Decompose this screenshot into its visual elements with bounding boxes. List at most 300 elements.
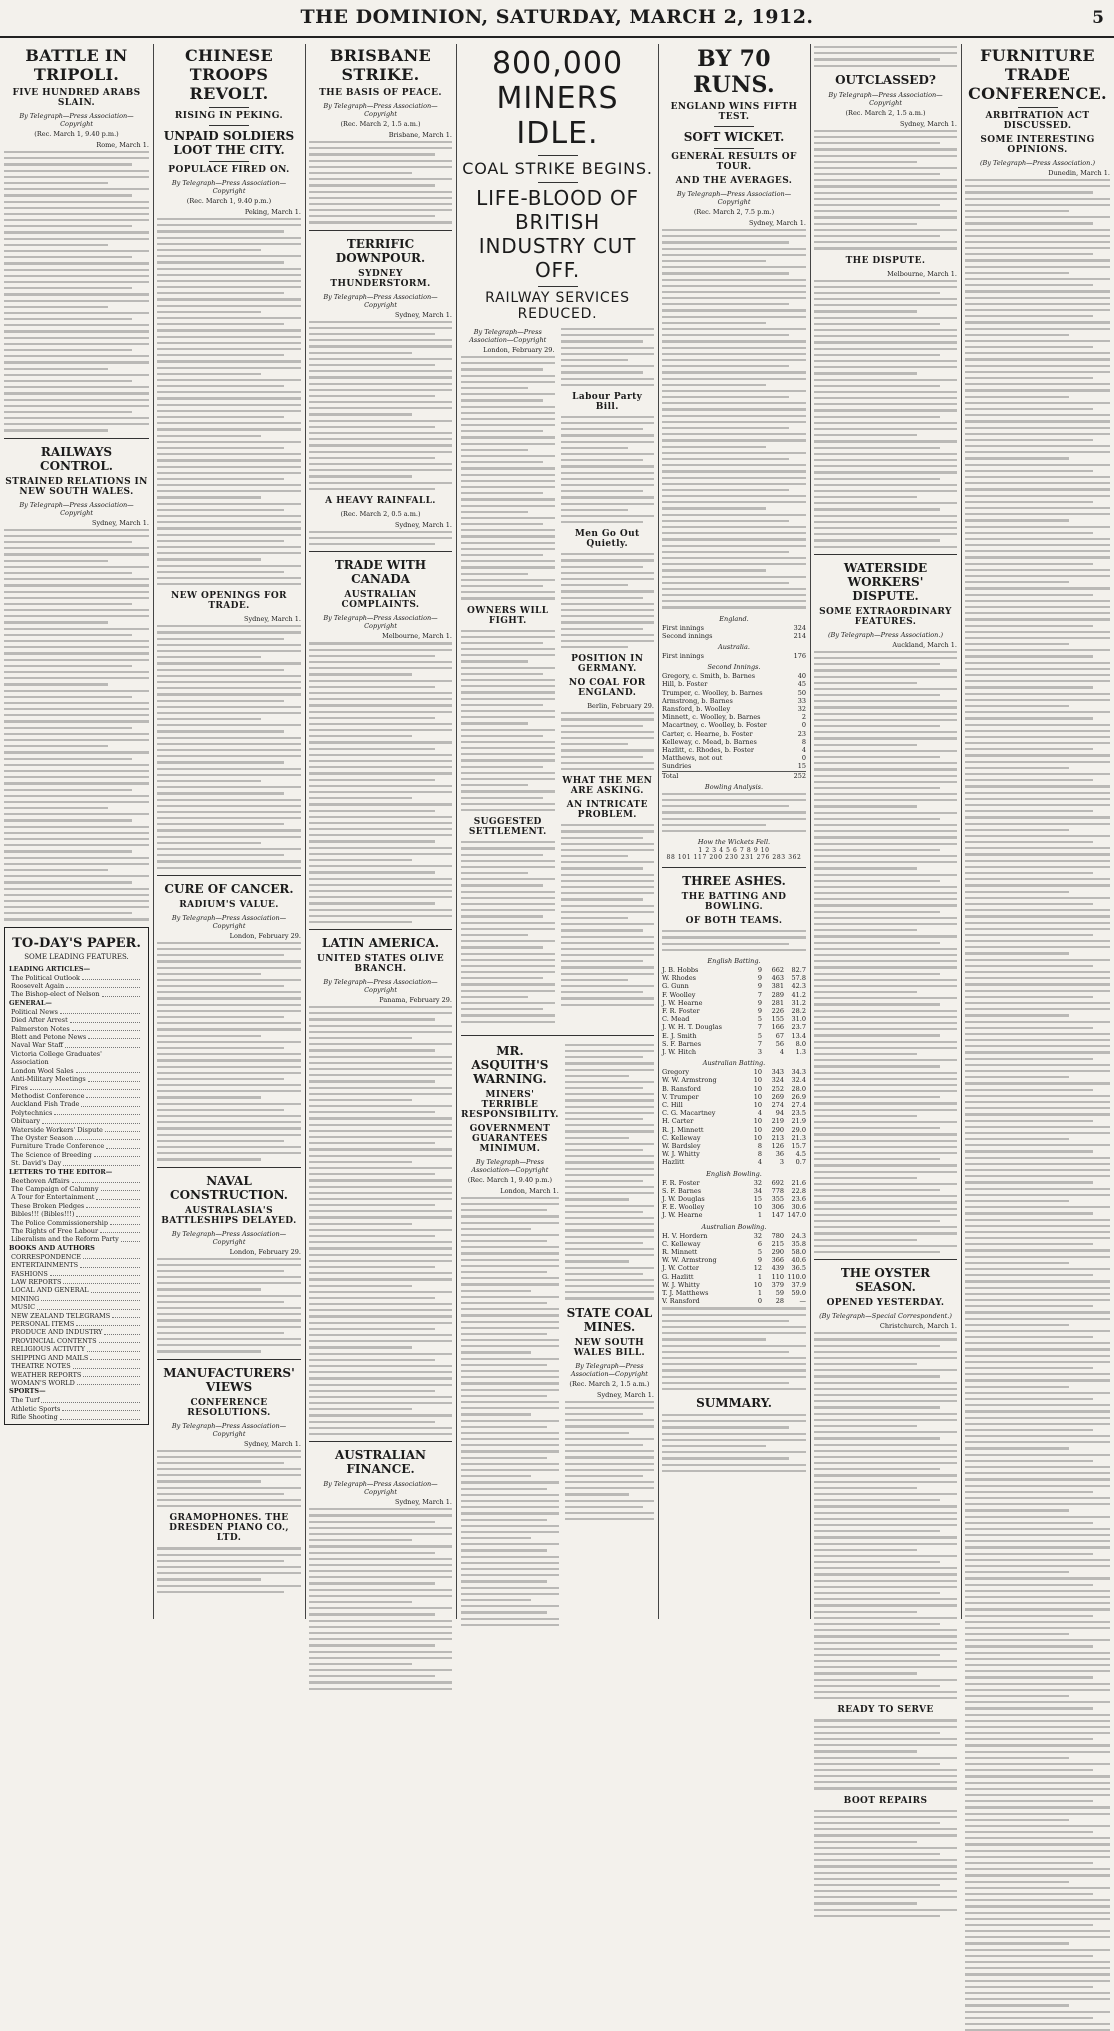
text-line xyxy=(309,345,452,347)
text-line xyxy=(965,1837,1110,1839)
text-line xyxy=(814,1738,957,1740)
text-line xyxy=(662,1445,766,1447)
text-line xyxy=(309,221,452,223)
text-line xyxy=(814,241,957,243)
text-line xyxy=(157,441,301,443)
toc-item xyxy=(7,1008,146,1016)
cell-avg: 21.9 xyxy=(791,1117,806,1126)
text-line xyxy=(157,416,284,418)
text-line xyxy=(565,1168,654,1170)
text-line xyxy=(565,1273,643,1275)
text-line xyxy=(814,1369,957,1371)
text-line xyxy=(965,408,1093,410)
text-line xyxy=(309,785,452,787)
text-line xyxy=(309,1607,452,1609)
text-line xyxy=(561,867,643,869)
article-subhead: GOVERNMENT GUARANTEES MINIMUM. xyxy=(469,1123,551,1154)
text-line xyxy=(965,222,1093,224)
text-line xyxy=(309,469,452,471)
toc-item xyxy=(7,1362,146,1370)
text-line xyxy=(662,514,806,516)
toc-item xyxy=(7,1210,146,1218)
byline: By Telegraph—Press Association—Copyright xyxy=(323,292,438,309)
dateline: (Rec. March 1, 9.40 p.m.) xyxy=(34,130,119,138)
text-line xyxy=(4,727,132,729)
text-line xyxy=(309,915,452,917)
english-bowling-table xyxy=(662,1179,806,1220)
text-line xyxy=(965,1367,1093,1369)
cell-r: 366 xyxy=(771,1256,784,1265)
text-line xyxy=(814,1406,940,1408)
toc-item xyxy=(7,1219,146,1227)
text-line xyxy=(157,1084,301,1086)
text-line xyxy=(4,832,149,834)
toc-item-label: WEATHER REPORTS xyxy=(11,1370,82,1379)
toc-item xyxy=(7,974,146,982)
placeline: London, March 1. xyxy=(500,1186,559,1195)
text-line xyxy=(662,1439,806,1441)
article-headline: THE OYSTER SEASON. xyxy=(840,1266,931,1295)
text-line xyxy=(965,748,1093,750)
cell-avg: 21.6 xyxy=(791,1178,806,1187)
text-line xyxy=(157,997,301,999)
text-line xyxy=(965,1163,1110,1165)
text-line xyxy=(814,1034,940,1036)
cell-avg: 42.3 xyxy=(791,982,806,991)
text-line xyxy=(662,1464,806,1466)
text-line xyxy=(309,531,452,533)
text-line xyxy=(565,1075,629,1077)
cell-inns: 7 xyxy=(757,1039,762,1048)
text-line xyxy=(309,1173,435,1175)
text-line xyxy=(814,874,957,876)
byline: By Telegraph—Press Association—Copyright xyxy=(171,1229,287,1246)
cell-avg: 27.4 xyxy=(791,1100,806,1109)
cell-inns: 9 xyxy=(757,1006,762,1015)
text-line xyxy=(4,720,149,722)
text-line xyxy=(461,1488,547,1490)
text-line xyxy=(309,209,452,211)
text-line xyxy=(561,515,655,517)
text-line xyxy=(814,719,957,721)
text-line xyxy=(662,1320,789,1322)
text-line xyxy=(461,1611,547,1613)
cell-r: 780 xyxy=(771,1231,784,1240)
text-line xyxy=(814,1685,940,1687)
text-line xyxy=(965,1553,1093,1555)
text-line xyxy=(965,977,1110,979)
text-line xyxy=(662,353,806,355)
text-line xyxy=(461,1283,559,1285)
text-line xyxy=(965,1027,1093,1029)
text-line xyxy=(965,1212,1093,1214)
page-number: 5 xyxy=(1092,8,1104,28)
text-line xyxy=(309,673,412,675)
text-line xyxy=(965,1058,1093,1060)
text-line xyxy=(309,376,452,378)
text-line xyxy=(814,148,957,150)
text-line xyxy=(309,803,452,805)
text-line xyxy=(4,869,108,871)
cell-inns: 9 xyxy=(757,965,762,974)
text-line xyxy=(157,942,301,944)
text-line xyxy=(965,501,1093,503)
text-line xyxy=(565,1432,629,1434)
text-line xyxy=(814,1394,957,1396)
text-line xyxy=(157,805,301,807)
cell-w: 10 xyxy=(753,1280,762,1289)
text-line xyxy=(4,826,149,828)
text-line xyxy=(662,433,806,435)
text-line xyxy=(565,1456,654,1458)
text-line xyxy=(814,1096,940,1098)
text-line xyxy=(309,1558,452,1560)
text-line xyxy=(309,1204,435,1206)
text-line xyxy=(157,712,301,714)
text-line xyxy=(814,354,940,356)
text-line xyxy=(309,1148,452,1150)
text-line xyxy=(157,848,301,850)
text-line xyxy=(814,1505,957,1507)
text-line xyxy=(814,1865,957,1867)
text-line xyxy=(662,229,806,231)
text-line xyxy=(561,566,643,568)
text-line xyxy=(662,811,806,813)
text-line xyxy=(565,1438,654,1440)
table-row xyxy=(662,1093,806,1101)
toc-leader xyxy=(30,1084,140,1090)
text-line xyxy=(965,1540,1110,1542)
text-line xyxy=(157,644,301,646)
text-line xyxy=(157,329,301,331)
cell-avg: 31.0 xyxy=(791,1015,806,1024)
text-line xyxy=(4,690,149,692)
text-line xyxy=(965,915,1110,917)
text-line xyxy=(814,216,957,218)
text-line xyxy=(461,529,555,531)
text-line xyxy=(814,948,957,950)
text-line xyxy=(565,1475,643,1477)
text-line xyxy=(157,540,284,542)
cell-avg: 58.0 xyxy=(791,1248,806,1257)
text-line xyxy=(814,1828,957,1830)
toc-leader xyxy=(60,1413,140,1419)
text-line xyxy=(461,1308,559,1310)
text-line xyxy=(157,1338,301,1340)
text-line xyxy=(561,929,643,931)
divider xyxy=(309,230,452,231)
text-line xyxy=(157,447,284,449)
text-line xyxy=(309,1408,412,1410)
cell-name: C. Kelleway xyxy=(662,1133,701,1142)
text-line xyxy=(309,1210,452,1212)
total-row xyxy=(662,771,806,780)
text-line xyxy=(965,470,1093,472)
article-subhead: NEW SOUTH WALES BILL. xyxy=(573,1337,646,1358)
article-headline: OUTCLASSED? xyxy=(835,72,936,87)
text-line xyxy=(814,527,957,529)
text-line xyxy=(461,1259,559,1261)
text-line xyxy=(309,370,452,372)
table-row xyxy=(662,1232,806,1240)
text-line xyxy=(157,854,284,856)
divider xyxy=(662,867,806,868)
text-line xyxy=(662,1382,789,1384)
text-line xyxy=(662,452,806,454)
text-line xyxy=(309,1346,412,1348)
toc-item-label: ENTERTAINMENTS xyxy=(11,1261,79,1270)
cell-w: 0 xyxy=(757,1297,762,1306)
text-line xyxy=(461,1389,559,1391)
text-line xyxy=(814,1041,957,1043)
byline: By Telegraph—Press Association—Copyright xyxy=(171,1421,287,1438)
table-row xyxy=(662,1076,806,1084)
text-line xyxy=(814,917,957,919)
cell-w: 34 xyxy=(753,1186,762,1195)
text-line xyxy=(157,1313,301,1315)
cell-runs: 36 xyxy=(775,1150,784,1159)
text-line xyxy=(561,553,655,555)
text-line xyxy=(814,1530,940,1532)
cell-runs: 4 xyxy=(779,1047,784,1056)
toc-leader xyxy=(63,1278,140,1284)
text-line xyxy=(814,1059,957,1061)
text-line xyxy=(461,915,543,917)
text-line xyxy=(4,603,132,605)
text-line xyxy=(309,1087,452,1089)
toc-item xyxy=(7,1227,146,1235)
text-line xyxy=(4,609,149,611)
text-line xyxy=(309,902,435,904)
text-line xyxy=(965,420,1110,422)
text-line xyxy=(965,1955,1093,1957)
text-line xyxy=(965,216,1110,218)
text-line xyxy=(309,1644,435,1646)
text-line xyxy=(4,256,132,258)
text-line xyxy=(814,855,957,857)
text-line xyxy=(157,1134,301,1136)
text-line xyxy=(814,706,957,708)
text-line xyxy=(309,680,452,682)
text-line xyxy=(565,1149,643,1151)
cell-inns: 10 xyxy=(753,1117,762,1126)
text-line xyxy=(461,772,555,774)
text-line xyxy=(157,718,261,720)
text-line xyxy=(814,1208,957,1210)
text-line xyxy=(309,896,452,898)
article-subhead: Men Go Out Quietly. xyxy=(574,529,640,550)
text-line xyxy=(965,259,1110,261)
text-line xyxy=(461,1413,531,1415)
toc-leader xyxy=(110,1219,140,1225)
text-line xyxy=(814,1555,957,1557)
text-line xyxy=(814,179,957,181)
text-line xyxy=(662,303,789,305)
text-line xyxy=(965,532,1093,534)
toc-item-label: MINING xyxy=(11,1294,40,1303)
toc-item xyxy=(7,1126,146,1134)
text-line xyxy=(662,316,806,318)
cell-runs: 4 xyxy=(801,746,806,755)
text-line xyxy=(4,770,149,772)
text-line xyxy=(4,374,149,376)
text-line xyxy=(814,1660,957,1662)
cell-name: V. Trumper xyxy=(662,1092,699,1101)
text-line xyxy=(965,891,1069,893)
dateline: (Rec. March 1, 9.40 p.m.) xyxy=(186,197,272,205)
text-line xyxy=(965,371,1110,373)
text-line xyxy=(814,1732,940,1734)
cell-r: 28 xyxy=(775,1297,784,1306)
text-line xyxy=(561,459,643,461)
text-line xyxy=(814,973,940,975)
text-line xyxy=(565,1143,654,1145)
article-headline: RAILWAYS CONTROL. xyxy=(40,444,113,473)
text-line xyxy=(157,792,284,794)
text-line xyxy=(965,1404,1110,1406)
text-line xyxy=(309,1564,452,1566)
text-line xyxy=(309,215,435,217)
text-line xyxy=(965,2004,1069,2006)
cell-r: 692 xyxy=(771,1178,784,1187)
text-line xyxy=(565,1500,654,1502)
text-line xyxy=(965,1683,1110,1685)
text-line xyxy=(4,857,149,859)
text-line xyxy=(965,847,1110,849)
text-line xyxy=(965,1132,1110,1134)
divider xyxy=(209,161,249,162)
text-line xyxy=(157,298,301,300)
toc-item-label: Bibles!!! (Bibles!!!) xyxy=(11,1210,75,1219)
text-line xyxy=(561,490,643,492)
text-line xyxy=(461,1574,559,1576)
divider xyxy=(1018,107,1058,108)
text-line xyxy=(814,651,957,653)
body-text xyxy=(309,642,452,923)
toc-item-label: Fires xyxy=(11,1083,28,1092)
text-line xyxy=(309,463,452,465)
cell-runs: 226 xyxy=(771,1006,784,1015)
text-line xyxy=(309,760,452,762)
table-row xyxy=(662,1048,806,1056)
text-line xyxy=(309,1303,452,1305)
body-text xyxy=(561,553,655,648)
text-line xyxy=(965,303,1110,305)
text-line xyxy=(561,966,655,968)
toc-item-label: FASHIONS xyxy=(11,1269,48,1278)
text-line xyxy=(461,654,555,656)
text-line xyxy=(461,1314,559,1316)
text-line xyxy=(461,872,528,874)
toc-item xyxy=(7,1159,146,1167)
text-line xyxy=(461,1444,559,1446)
text-line xyxy=(814,1629,957,1631)
text-line xyxy=(309,407,452,409)
text-line xyxy=(662,805,789,807)
body-text xyxy=(309,321,452,490)
text-line xyxy=(965,711,1110,713)
text-line xyxy=(814,731,957,733)
text-line xyxy=(814,130,957,132)
table-row xyxy=(662,1040,806,1048)
text-line xyxy=(814,58,940,60)
dateline: (Rec. March 1, 9.40 p.m.) xyxy=(467,1175,553,1184)
toc-item xyxy=(7,1142,146,1150)
cell-runs: 324 xyxy=(771,1076,784,1085)
text-line xyxy=(965,210,1069,212)
text-line xyxy=(157,249,261,251)
text-line xyxy=(662,260,766,262)
text-line xyxy=(157,336,301,338)
text-line xyxy=(965,569,1110,571)
text-line xyxy=(4,739,149,741)
table-row xyxy=(662,721,806,729)
text-line xyxy=(561,718,655,720)
text-line xyxy=(309,1521,435,1523)
text-line xyxy=(814,762,957,764)
dateline: (Rec. March 2, 1.5 a.m.) xyxy=(340,120,421,128)
text-line xyxy=(561,731,655,733)
text-line xyxy=(662,588,806,590)
text-line xyxy=(565,1198,629,1200)
australian-bowling-table xyxy=(662,1232,806,1306)
text-line xyxy=(565,1106,654,1108)
placeline: Melbourne, March 1. xyxy=(382,632,452,641)
text-line xyxy=(461,1339,559,1341)
text-line xyxy=(965,1120,1093,1122)
text-line xyxy=(965,1293,1110,1295)
text-line xyxy=(309,667,452,669)
text-line xyxy=(814,1763,940,1765)
table-row xyxy=(662,1068,806,1076)
text-line xyxy=(814,1909,957,1911)
column-5 xyxy=(662,44,806,1619)
text-line xyxy=(965,1590,1110,1592)
text-line xyxy=(461,841,555,843)
text-line xyxy=(965,705,1069,707)
text-line xyxy=(157,1035,261,1037)
text-line xyxy=(814,688,957,690)
text-line xyxy=(309,178,452,180)
table-row xyxy=(662,746,806,754)
text-line xyxy=(814,1666,957,1668)
text-line xyxy=(157,1301,284,1303)
text-line xyxy=(4,807,108,809)
cell-name: J. W. Hearne xyxy=(662,1211,703,1220)
text-line xyxy=(662,507,766,509)
toc-leader xyxy=(94,1151,140,1157)
text-line xyxy=(561,917,628,919)
text-line xyxy=(814,1750,917,1752)
advertisement: BOOT REPAIRS xyxy=(843,1795,928,1806)
text-line xyxy=(561,521,643,523)
text-line xyxy=(662,427,789,429)
text-line xyxy=(309,339,452,341)
text-line xyxy=(965,990,1110,992)
text-line xyxy=(157,948,301,950)
text-line xyxy=(965,1769,1093,1771)
text-line xyxy=(814,366,957,368)
text-line xyxy=(4,411,132,413)
text-line xyxy=(309,766,452,768)
toc-item xyxy=(7,1253,146,1261)
article-subhead: ENGLAND WINS FIFTH TEST. xyxy=(670,102,798,122)
text-line xyxy=(965,1980,1110,1982)
text-line xyxy=(965,1602,1110,1604)
article-subhead: ARBITRATION ACT DISCUSSED. xyxy=(985,111,1090,131)
text-line xyxy=(309,1260,452,1262)
text-line xyxy=(157,379,301,381)
